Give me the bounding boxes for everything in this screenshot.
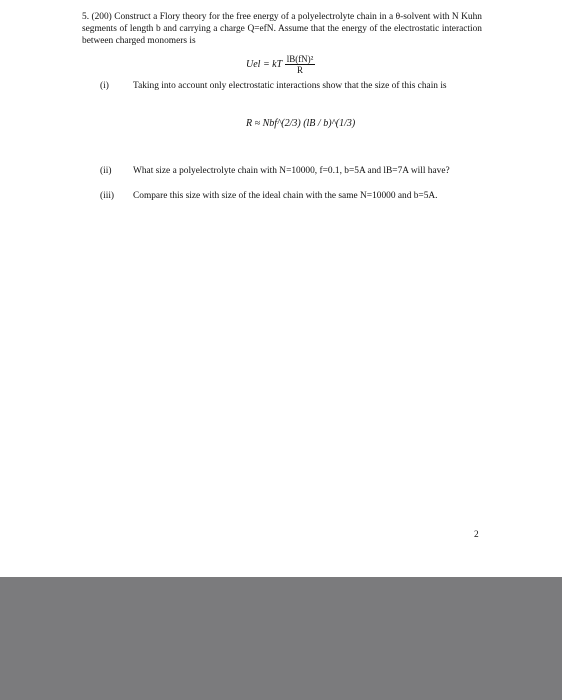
document-page: 5. (200) Construct a Flory theory for the free energy of a polyelectrolyte chain in a θ-solvent with N Kuhn segments of length b and carrying a charge Q=efN. Assume that the energy of the electrostatic interaction between charged monomers is Uel = kT $\frac{\text{lB(fN)²}}{R}$ (i) Taking into account only electrostatic interactions show that the size of this chain is R ≈ Nbf^(2/3) (lB / b)^(1/3) (ii) What size a polyelectrolyte chain with N=10000, f=0.1, b=5A and lB=7A will have? (iii) Compare this size with size of the ideal chain with the same N=10000 and b=5A. 2 — [0, 0, 562, 577]
electrostatic-energy-equation: Uel = kT $\frac{\text{lB(fN)²}}{R}$ — [246, 54, 314, 75]
viewer-background — [0, 577, 562, 700]
chain-size-equation: R ≈ Nbf^(2/3) (lB / b)^(1/3) — [246, 118, 356, 129]
page-number: 2 — [474, 530, 479, 540]
problem-intro: 5. (200) Construct a Flory theory for the free energy of a polyelectrolyte chain in a θ-solvent with N Kuhn segments of length b and carrying a charge Q=efN. Assume that the energy of the electrostatic interaction between charged monomers is — [82, 12, 482, 47]
